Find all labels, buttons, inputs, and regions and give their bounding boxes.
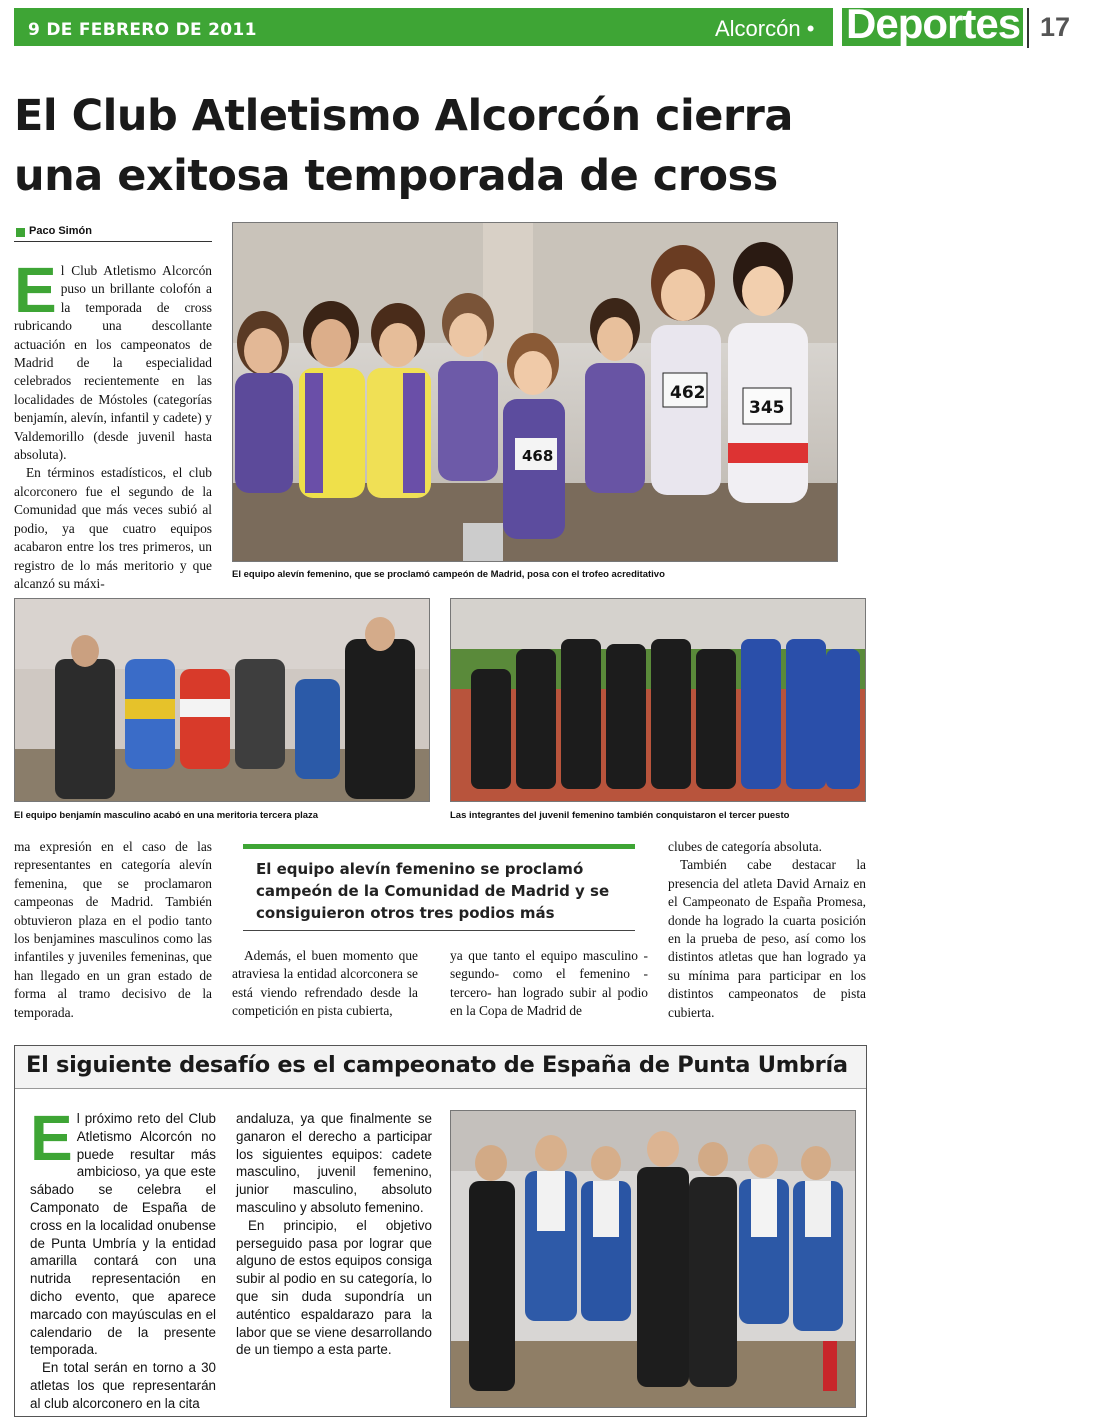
byline-square-icon (16, 228, 25, 237)
paragraph: En principio, el objetivo perseguido pasa por lograr que alguno de estos equipos consiga subir al podio en su categoría, lo que sin duda supondría un auténtico espaldarazo para la labor que se viene desarrollando de un tiempo a esta parte. (236, 1217, 432, 1358)
main-photo-caption: El equipo alevín femenino, que se proclamó campeón de Madrid, posa con el trofeo acreditativo (232, 569, 665, 580)
page-number: 17 (1040, 12, 1071, 42)
article-column-4 (450, 947, 648, 1021)
headline (14, 86, 1074, 206)
paragraph: andaluza, ya que finalmente se ganaron el derecho a participar los siguientes equipos: cadete masculino, juvenil femenino, junior masculino, absoluto masculino y absoluto femenino. (236, 1111, 432, 1215)
box-column-2 (236, 1110, 432, 1359)
town-label (715, 16, 814, 42)
benjamin-photo-caption: El equipo benjamín masculino acabó en una meritoria tercera plaza (14, 810, 319, 821)
quote-accent-bar (243, 844, 635, 849)
headline-line-1: El Club Atletismo Alcorcón cierra (14, 91, 793, 141)
separator-bullet: • (806, 16, 815, 41)
national-team-image (451, 1111, 855, 1407)
benjamin-team-image (15, 599, 429, 801)
article-column-5 (668, 838, 866, 1022)
sidebar-box-title: El siguiente desafío es el campeonato de España de Punta Umbría (26, 1052, 848, 1078)
quote-rule (243, 930, 635, 931)
benjamin-team-photo (14, 598, 430, 802)
bib-number: 345 (749, 398, 785, 418)
pull-quote: El equipo alevín femenino se proclamó campeón de la Comunidad de Madrid y se consiguieron otros tres podios más (256, 860, 610, 922)
main-photo (232, 222, 838, 562)
drop-cap: E (14, 254, 57, 326)
header-divider (1027, 8, 1029, 48)
article-column-1 (14, 254, 212, 593)
bib-number: 468 (522, 447, 554, 465)
paragraph: En términos estadísticos, el club alcorconero fue el segundo de la Comunidad que más veces subió al podio, ya que cuatro equipos acabaron entre los tres primeros, un registro de lo más meritorio y que alcanzó su máxi- (14, 465, 212, 591)
juvenil-team-photo (450, 598, 866, 802)
byline: Paco Simón (29, 225, 92, 237)
headline-line-2: una exitosa temporada de cross (14, 151, 778, 201)
drop-cap: E (30, 1102, 73, 1174)
paragraph: clubes de categoría absoluta. (668, 839, 822, 854)
national-team-photo (450, 1110, 856, 1408)
paragraph: Además, el buen momento que atraviesa la entidad alcorconera se está viendo refrendado desde la competición en pista cubierta, (232, 948, 418, 1019)
paragraph: También cabe destacar la presencia del atleta David Arnaiz en el Campeonato de España Promesa, donde ha logrado la cuarta posición en la prueba de peso, así como los distintos atletas que han logrado ya su mínima para participar en los distintos campeonatos de pista cubierta. (668, 857, 866, 1020)
box-column-1 (30, 1102, 216, 1413)
bib-number: 462 (670, 383, 706, 403)
article-column-2 (14, 838, 212, 1022)
town-name: Alcorcón (715, 16, 801, 41)
section-title: Deportes (846, 0, 1021, 47)
main-photo-image (233, 223, 837, 561)
paragraph: l próximo reto del Club Atletismo Alcorcón no puede resultar más ambicioso, ya que este sábado se celebra el Camponato de España de cross en la localidad onubense de Punta Umbría y la entidad amarilla contará con una nutrida representación en dicho evento, que aparece marcado con mayúsculas en el calendario de la presente temporada. (30, 1111, 216, 1358)
paragraph: ya que tanto el equipo masculino -segundo- como el femenino -tercero- han logrado subir al podio en la Copa de Madrid de (450, 948, 648, 1019)
article-column-3 (232, 947, 418, 1021)
issue-date: 9 DE FEBRERO DE 2011 (28, 20, 257, 40)
paragraph: l Club Atletismo Alcorcón puso un brillante colofón a la temporada de cross rubricando una descollante actuación en los campeonatos de Madrid de la especialidad celebrados recientemente en las localidades de Móstoles (categorías benjamín, alevín, infantil y cadete) y Valdemorillo (desde juvenil hasta absoluta). (14, 263, 212, 463)
juvenil-photo-caption: Las integrantes del juvenil femenino también conquistaron el tercer puesto (450, 810, 790, 821)
paragraph: En total serán en torno a 30 atletas los que representarán al club alcorconero en la cita (30, 1360, 216, 1411)
juvenil-team-image (451, 599, 865, 801)
paragraph: ma expresión en el caso de las representantes en categoría alevín femenina, que se proclamaron campeonas de Madrid. También obtuvieron plaza en el podio tanto los benjamines masculinos como las infantiles y juveniles femeninas, que han llegado en un gran estado de forma al tramo decisivo de la temporada. (14, 839, 212, 1020)
